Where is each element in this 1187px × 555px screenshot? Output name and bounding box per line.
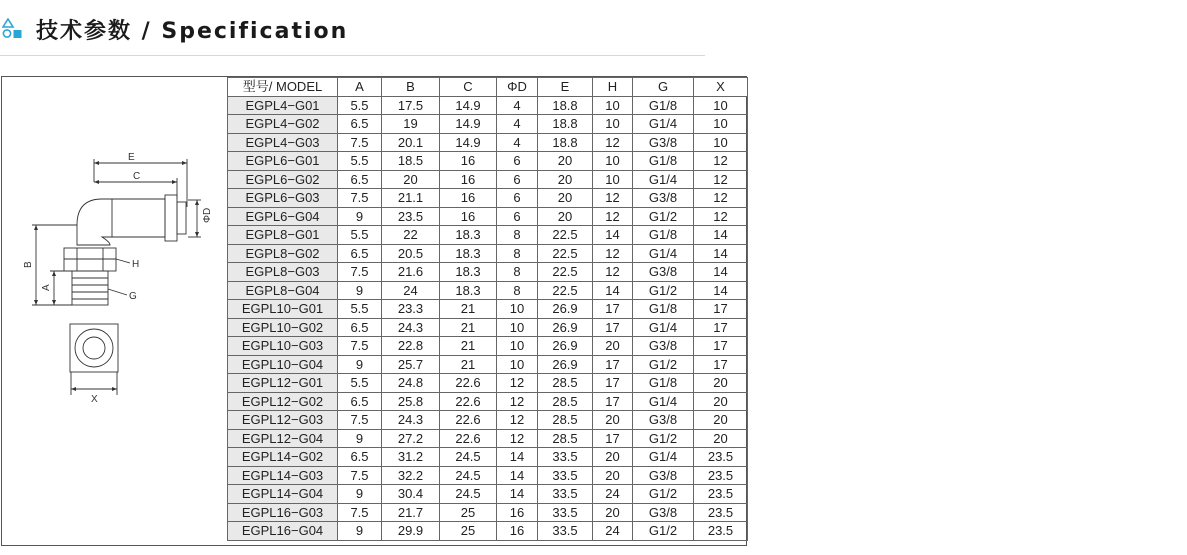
cell-model: EGPL10−G04 <box>228 355 338 374</box>
cell-e: 28.5 <box>538 411 593 430</box>
cell-e: 18.8 <box>538 96 593 115</box>
cell-model: EGPL4−G01 <box>228 96 338 115</box>
cell-c: 25 <box>440 522 497 541</box>
cell-model: EGPL10−G02 <box>228 318 338 337</box>
table-header-row <box>228 78 748 97</box>
cell-b: 31.2 <box>382 448 440 467</box>
cell-g: G1/2 <box>633 355 694 374</box>
cell-b: 24 <box>382 281 440 300</box>
cell-b: 32.2 <box>382 466 440 485</box>
elbow-fitting-diagram <box>2 77 226 545</box>
table-row <box>228 244 748 263</box>
cell-h: 20 <box>593 448 633 467</box>
cell-a: 6.5 <box>338 244 382 263</box>
cell-e: 20 <box>538 207 593 226</box>
cell-e: 20 <box>538 152 593 171</box>
cell-e: 22.5 <box>538 226 593 245</box>
cell-d: 14 <box>497 466 538 485</box>
table-row <box>228 170 748 189</box>
cell-d: 8 <box>497 263 538 282</box>
cell-a: 7.5 <box>338 337 382 356</box>
cell-c: 18.3 <box>440 263 497 282</box>
table-row <box>228 300 748 319</box>
cell-h: 17 <box>593 355 633 374</box>
cell-c: 22.6 <box>440 392 497 411</box>
cell-model: EGPL16−G03 <box>228 503 338 522</box>
cell-h: 12 <box>593 207 633 226</box>
cell-h: 17 <box>593 374 633 393</box>
cell-b: 21.1 <box>382 189 440 208</box>
cell-model: EGPL12−G02 <box>228 392 338 411</box>
cell-b: 27.2 <box>382 429 440 448</box>
cell-x: 12 <box>694 152 748 171</box>
cell-model: EGPL14−G02 <box>228 448 338 467</box>
cell-model: EGPL8−G02 <box>228 244 338 263</box>
cell-b: 21.7 <box>382 503 440 522</box>
cell-model: EGPL4−G03 <box>228 133 338 152</box>
cell-c: 22.6 <box>440 429 497 448</box>
cell-model: EGPL6−G04 <box>228 207 338 226</box>
cell-h: 17 <box>593 318 633 337</box>
cell-model: EGPL12−G04 <box>228 429 338 448</box>
table-row <box>228 226 748 245</box>
cell-e: 20 <box>538 189 593 208</box>
cell-a: 9 <box>338 281 382 300</box>
cell-a: 5.5 <box>338 374 382 393</box>
cell-a: 7.5 <box>338 503 382 522</box>
table-row <box>228 96 748 115</box>
cell-e: 33.5 <box>538 522 593 541</box>
cell-b: 20.1 <box>382 133 440 152</box>
cell-e: 28.5 <box>538 392 593 411</box>
cell-g: G1/8 <box>633 374 694 393</box>
cell-g: G3/8 <box>633 189 694 208</box>
cell-d: 8 <box>497 244 538 263</box>
cell-model: EGPL14−G04 <box>228 485 338 504</box>
cell-g: G1/4 <box>633 115 694 134</box>
cell-e: 26.9 <box>538 318 593 337</box>
cell-g: G1/2 <box>633 281 694 300</box>
cell-c: 21 <box>440 355 497 374</box>
cell-x: 17 <box>694 337 748 356</box>
cell-d: 12 <box>497 392 538 411</box>
cell-c: 18.3 <box>440 244 497 263</box>
table-row <box>228 318 748 337</box>
cell-d: 12 <box>497 429 538 448</box>
cell-e: 26.9 <box>538 300 593 319</box>
cell-b: 23.5 <box>382 207 440 226</box>
cell-c: 14.9 <box>440 96 497 115</box>
table-row <box>228 207 748 226</box>
column-header-c: C <box>440 78 497 97</box>
cell-c: 24.5 <box>440 448 497 467</box>
cell-x: 12 <box>694 207 748 226</box>
cell-a: 6.5 <box>338 115 382 134</box>
cell-model: EGPL8−G03 <box>228 263 338 282</box>
cell-a: 7.5 <box>338 466 382 485</box>
cell-x: 20 <box>694 429 748 448</box>
cell-e: 33.5 <box>538 448 593 467</box>
cell-b: 23.3 <box>382 300 440 319</box>
cell-h: 24 <box>593 485 633 504</box>
table-row <box>228 281 748 300</box>
spec-panel <box>1 76 747 546</box>
cell-c: 16 <box>440 207 497 226</box>
cell-b: 24.8 <box>382 374 440 393</box>
technical-drawing <box>2 77 226 545</box>
cell-h: 17 <box>593 300 633 319</box>
cell-d: 10 <box>497 300 538 319</box>
cell-h: 12 <box>593 189 633 208</box>
cell-h: 14 <box>593 281 633 300</box>
cell-d: 16 <box>497 522 538 541</box>
column-header-model: 型号/ MODEL <box>228 78 338 97</box>
dimension-label-x: X <box>91 394 98 405</box>
cell-h: 10 <box>593 115 633 134</box>
cell-b: 22 <box>382 226 440 245</box>
cell-e: 18.8 <box>538 115 593 134</box>
cell-b: 22.8 <box>382 337 440 356</box>
cell-c: 14.9 <box>440 115 497 134</box>
cell-d: 12 <box>497 411 538 430</box>
cell-e: 26.9 <box>538 355 593 374</box>
cell-e: 18.8 <box>538 133 593 152</box>
cell-e: 26.9 <box>538 337 593 356</box>
cell-g: G3/8 <box>633 411 694 430</box>
cell-c: 16 <box>440 152 497 171</box>
cell-c: 22.6 <box>440 411 497 430</box>
cell-a: 9 <box>338 429 382 448</box>
cell-h: 10 <box>593 170 633 189</box>
cell-d: 6 <box>497 189 538 208</box>
cell-d: 8 <box>497 281 538 300</box>
cell-c: 21 <box>440 337 497 356</box>
cell-d: 8 <box>497 226 538 245</box>
table-row <box>228 355 748 374</box>
cell-b: 18.5 <box>382 152 440 171</box>
cell-d: 10 <box>497 318 538 337</box>
cell-x: 10 <box>694 115 748 134</box>
specification-table <box>227 77 748 541</box>
cell-d: 6 <box>497 207 538 226</box>
cell-x: 23.5 <box>694 466 748 485</box>
cell-b: 29.9 <box>382 522 440 541</box>
cell-model: EGPL6−G01 <box>228 152 338 171</box>
cell-b: 17.5 <box>382 96 440 115</box>
cell-x: 23.5 <box>694 522 748 541</box>
dimension-label-c: C <box>133 171 141 182</box>
cell-model: EGPL8−G01 <box>228 226 338 245</box>
cell-a: 5.5 <box>338 226 382 245</box>
cell-x: 12 <box>694 170 748 189</box>
cell-model: EGPL14−G03 <box>228 466 338 485</box>
cell-h: 12 <box>593 263 633 282</box>
cell-a: 6.5 <box>338 318 382 337</box>
cell-g: G1/8 <box>633 96 694 115</box>
table-row <box>228 503 748 522</box>
dimension-label-e: E <box>128 152 135 163</box>
cell-x: 23.5 <box>694 448 748 467</box>
dimension-label-b: B <box>23 261 34 268</box>
cell-g: G1/8 <box>633 300 694 319</box>
column-header-b: B <box>382 78 440 97</box>
cell-a: 9 <box>338 355 382 374</box>
dimension-label-d: ΦD <box>202 207 213 223</box>
cell-b: 24.3 <box>382 318 440 337</box>
cell-x: 14 <box>694 244 748 263</box>
table-row <box>228 263 748 282</box>
cell-b: 24.3 <box>382 411 440 430</box>
table-row <box>228 392 748 411</box>
cell-h: 20 <box>593 411 633 430</box>
cell-a: 7.5 <box>338 189 382 208</box>
cell-model: EGPL10−G01 <box>228 300 338 319</box>
cell-h: 20 <box>593 503 633 522</box>
table-row <box>228 337 748 356</box>
cell-a: 7.5 <box>338 411 382 430</box>
table-row <box>228 133 748 152</box>
cell-b: 20.5 <box>382 244 440 263</box>
cell-g: G1/2 <box>633 485 694 504</box>
cell-g: G1/2 <box>633 429 694 448</box>
cell-h: 14 <box>593 226 633 245</box>
column-header-e: E <box>538 78 593 97</box>
section-title: 技术参数 / Specification <box>36 19 349 44</box>
cell-x: 10 <box>694 96 748 115</box>
cell-d: 10 <box>497 337 538 356</box>
column-header-h: H <box>593 78 633 97</box>
cell-g: G1/4 <box>633 392 694 411</box>
cell-x: 12 <box>694 189 748 208</box>
cell-d: 14 <box>497 448 538 467</box>
cell-x: 20 <box>694 374 748 393</box>
cell-a: 7.5 <box>338 133 382 152</box>
cell-g: G3/8 <box>633 503 694 522</box>
cell-g: G1/2 <box>633 207 694 226</box>
table-row <box>228 466 748 485</box>
cell-h: 17 <box>593 429 633 448</box>
cell-b: 25.8 <box>382 392 440 411</box>
column-header-g: G <box>633 78 694 97</box>
cell-model: EGPL6−G03 <box>228 189 338 208</box>
cell-model: EGPL8−G04 <box>228 281 338 300</box>
cell-d: 10 <box>497 355 538 374</box>
cell-x: 17 <box>694 318 748 337</box>
cell-a: 9 <box>338 207 382 226</box>
cell-d: 14 <box>497 485 538 504</box>
cell-g: G3/8 <box>633 133 694 152</box>
cell-h: 20 <box>593 466 633 485</box>
cell-h: 10 <box>593 96 633 115</box>
table-row <box>228 374 748 393</box>
cell-a: 9 <box>338 485 382 504</box>
cell-d: 4 <box>497 115 538 134</box>
cell-x: 23.5 <box>694 503 748 522</box>
column-header-x: X <box>694 78 748 97</box>
cell-model: EGPL12−G01 <box>228 374 338 393</box>
cell-model: EGPL12−G03 <box>228 411 338 430</box>
table-row <box>228 448 748 467</box>
cell-c: 16 <box>440 170 497 189</box>
cell-g: G1/4 <box>633 170 694 189</box>
cell-d: 12 <box>497 374 538 393</box>
cell-c: 14.9 <box>440 133 497 152</box>
table-row <box>228 115 748 134</box>
cell-e: 22.5 <box>538 244 593 263</box>
cell-model: EGPL16−G04 <box>228 522 338 541</box>
cell-e: 22.5 <box>538 281 593 300</box>
cell-b: 25.7 <box>382 355 440 374</box>
cell-c: 21 <box>440 318 497 337</box>
cell-a: 6.5 <box>338 392 382 411</box>
cell-a: 6.5 <box>338 448 382 467</box>
cell-x: 14 <box>694 226 748 245</box>
cell-d: 16 <box>497 503 538 522</box>
cell-a: 5.5 <box>338 96 382 115</box>
cell-c: 21 <box>440 300 497 319</box>
shapes-logo-icon <box>2 18 24 40</box>
cell-b: 19 <box>382 115 440 134</box>
cell-c: 16 <box>440 189 497 208</box>
cell-e: 33.5 <box>538 485 593 504</box>
cell-b: 21.6 <box>382 263 440 282</box>
cell-g: G1/4 <box>633 244 694 263</box>
header-divider <box>0 55 705 56</box>
cell-h: 10 <box>593 152 633 171</box>
dimension-label-h: H <box>132 259 140 270</box>
cell-e: 33.5 <box>538 503 593 522</box>
cell-g: G1/8 <box>633 226 694 245</box>
cell-x: 20 <box>694 392 748 411</box>
cell-a: 7.5 <box>338 263 382 282</box>
table-row <box>228 411 748 430</box>
cell-h: 20 <box>593 337 633 356</box>
cell-e: 28.5 <box>538 429 593 448</box>
cell-x: 14 <box>694 281 748 300</box>
cell-x: 20 <box>694 411 748 430</box>
cell-a: 5.5 <box>338 152 382 171</box>
cell-x: 17 <box>694 300 748 319</box>
cell-c: 24.5 <box>440 466 497 485</box>
cell-c: 24.5 <box>440 485 497 504</box>
cell-model: EGPL4−G02 <box>228 115 338 134</box>
cell-e: 33.5 <box>538 466 593 485</box>
column-header-a: A <box>338 78 382 97</box>
cell-d: 4 <box>497 96 538 115</box>
column-header-d: ΦD <box>497 78 538 97</box>
table-row <box>228 429 748 448</box>
cell-d: 6 <box>497 170 538 189</box>
table-row <box>228 522 748 541</box>
cell-x: 10 <box>694 133 748 152</box>
table-row <box>228 485 748 504</box>
cell-x: 14 <box>694 263 748 282</box>
dimension-label-a: A <box>41 284 52 291</box>
cell-g: G1/8 <box>633 152 694 171</box>
cell-g: G1/2 <box>633 522 694 541</box>
table-row <box>228 152 748 171</box>
cell-e: 22.5 <box>538 263 593 282</box>
cell-c: 18.3 <box>440 226 497 245</box>
cell-e: 20 <box>538 170 593 189</box>
cell-b: 30.4 <box>382 485 440 504</box>
cell-h: 12 <box>593 133 633 152</box>
cell-g: G3/8 <box>633 263 694 282</box>
cell-h: 12 <box>593 244 633 263</box>
cell-g: G3/8 <box>633 337 694 356</box>
section-header <box>0 0 705 56</box>
cell-e: 28.5 <box>538 374 593 393</box>
cell-a: 5.5 <box>338 300 382 319</box>
cell-d: 4 <box>497 133 538 152</box>
cell-a: 6.5 <box>338 170 382 189</box>
cell-g: G1/4 <box>633 318 694 337</box>
dimension-label-g: G <box>129 291 137 302</box>
cell-g: G3/8 <box>633 466 694 485</box>
table-row <box>228 189 748 208</box>
cell-c: 18.3 <box>440 281 497 300</box>
cell-model: EGPL6−G02 <box>228 170 338 189</box>
cell-d: 6 <box>497 152 538 171</box>
cell-g: G1/4 <box>633 448 694 467</box>
cell-c: 22.6 <box>440 374 497 393</box>
cell-x: 23.5 <box>694 485 748 504</box>
cell-a: 9 <box>338 522 382 541</box>
cell-c: 25 <box>440 503 497 522</box>
cell-h: 24 <box>593 522 633 541</box>
cell-h: 17 <box>593 392 633 411</box>
cell-b: 20 <box>382 170 440 189</box>
cell-model: EGPL10−G03 <box>228 337 338 356</box>
cell-x: 17 <box>694 355 748 374</box>
